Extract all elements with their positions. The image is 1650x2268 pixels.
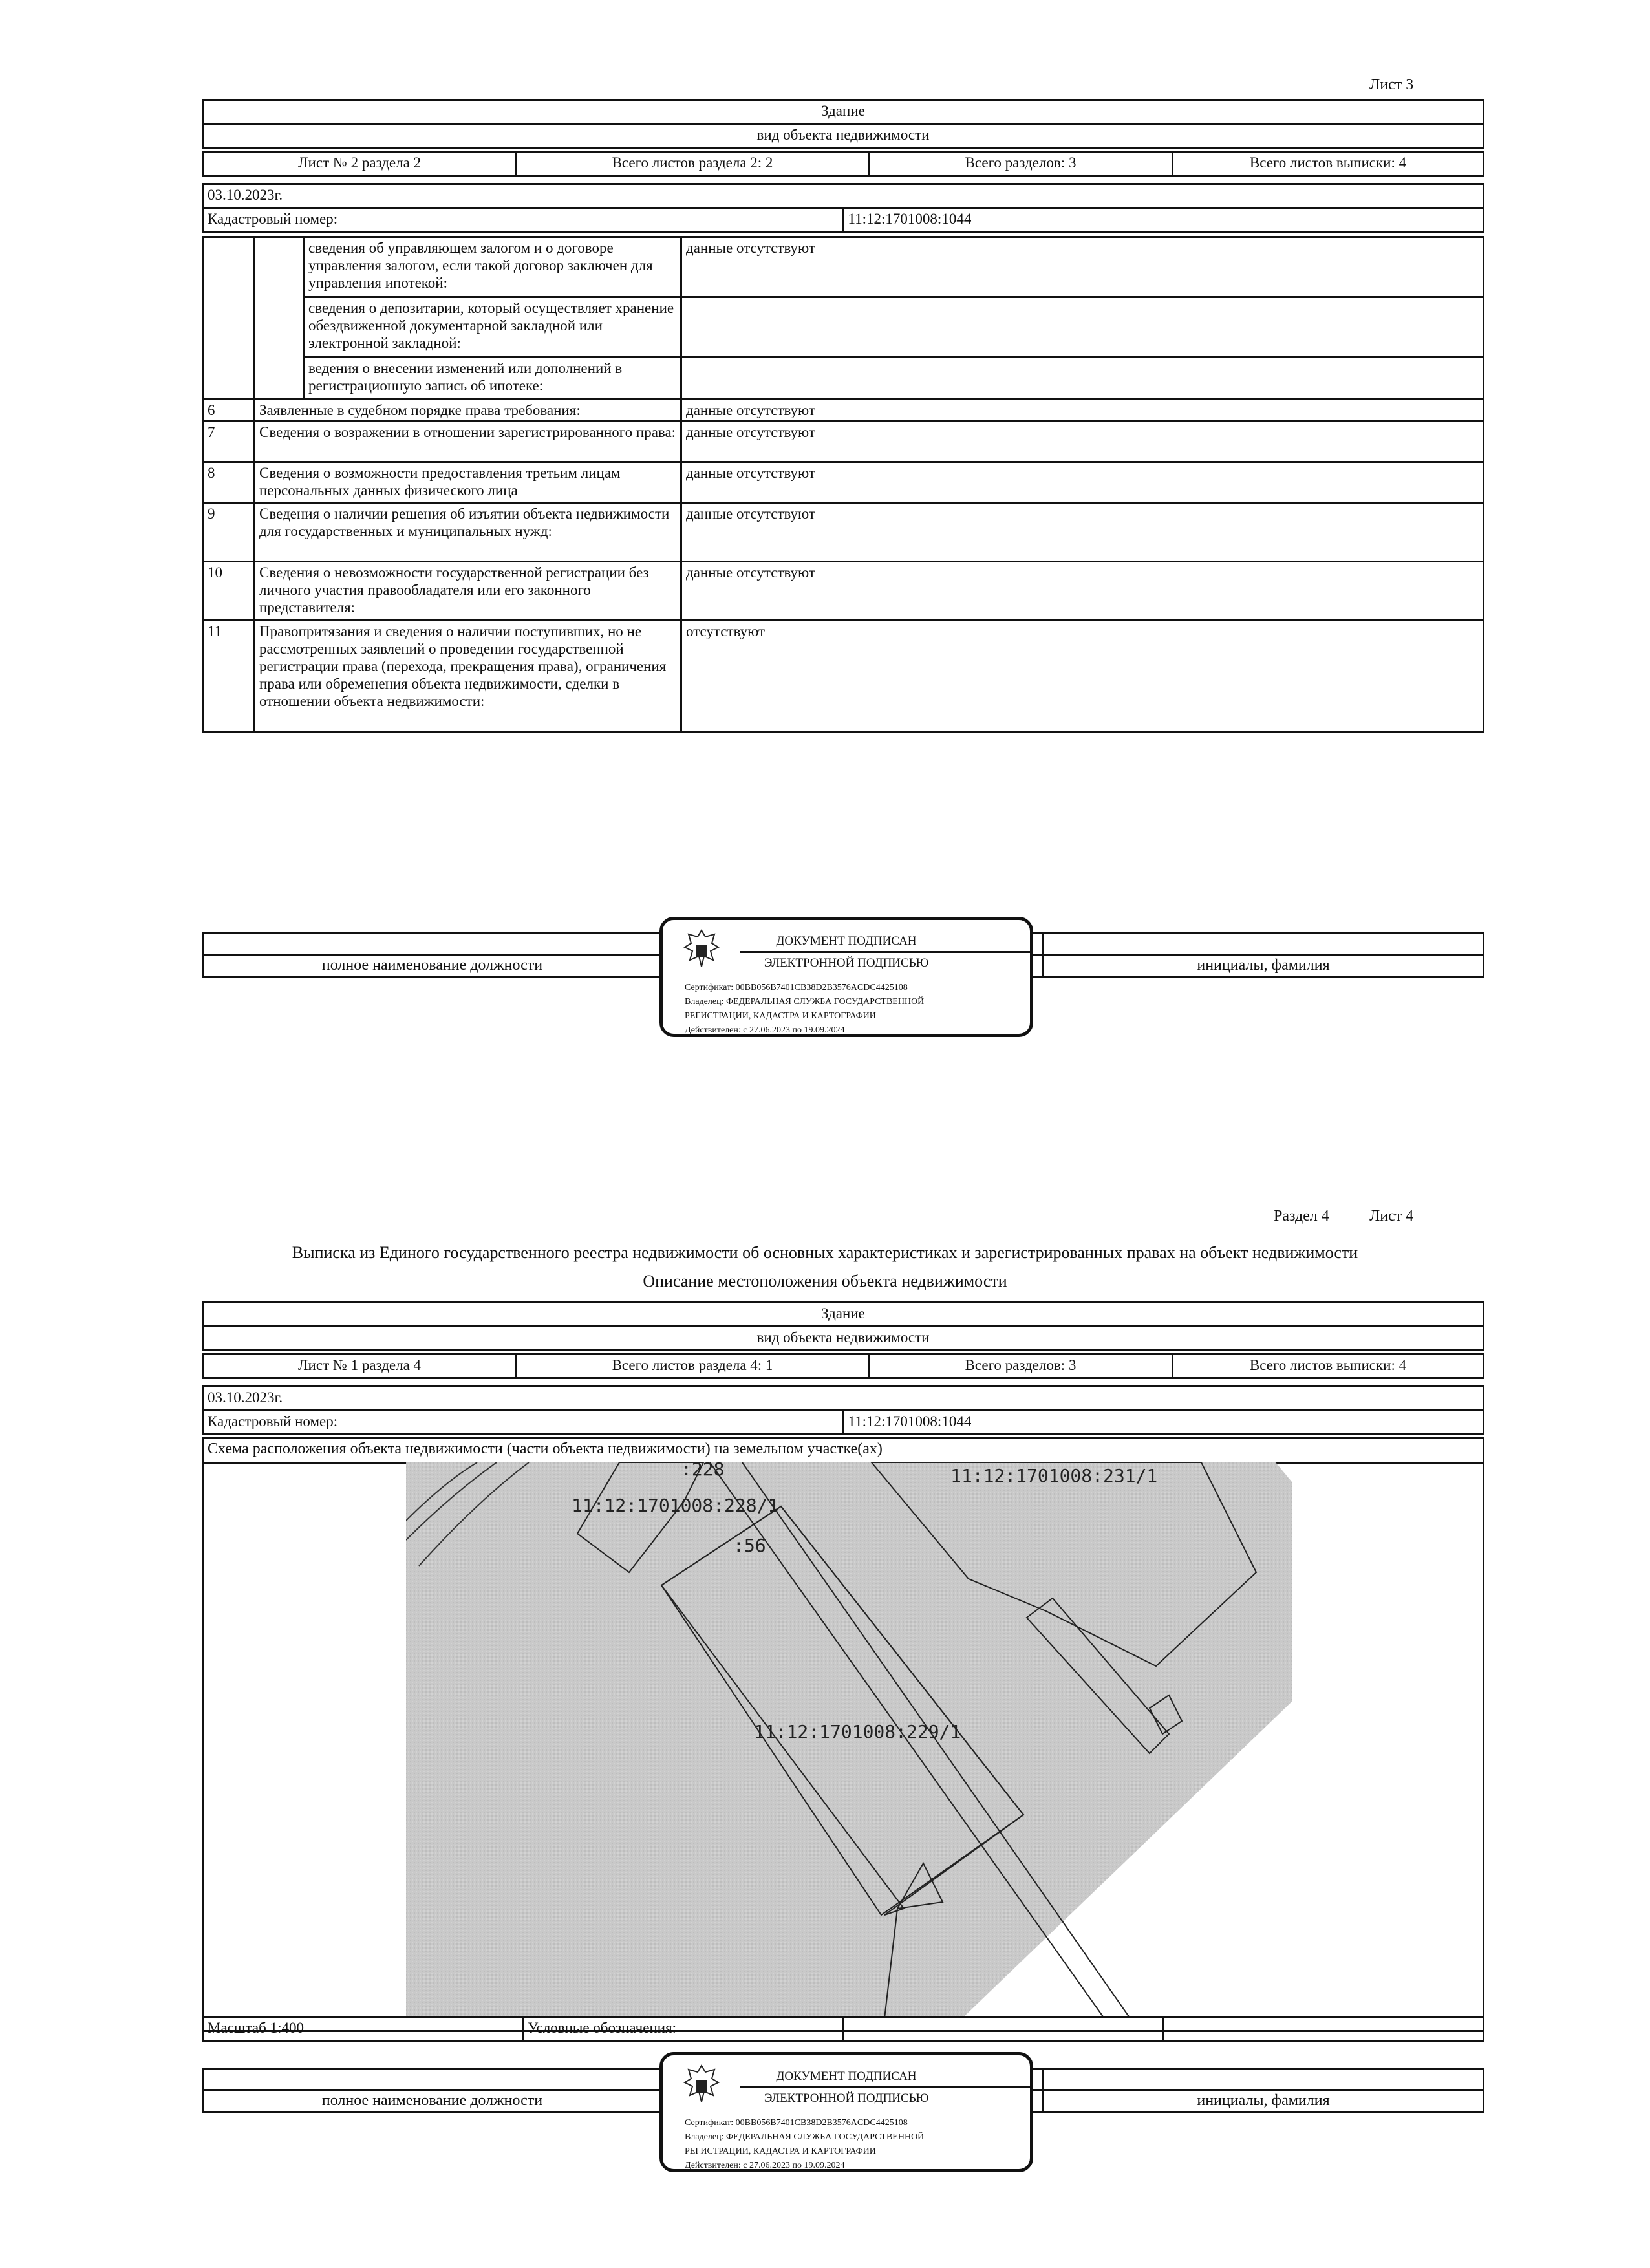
sheet-of-section: Лист № 1 раздела 4 [203,1354,517,1378]
sheet-of-section: Лист № 2 раздела 2 [203,152,517,176]
row-value: отсутствуют [681,621,1484,733]
row-number: 8 [203,462,255,503]
map-label-56: :56 [733,1535,766,1556]
row-label: сведения об управляющем залогом и о договоре управления залогом, если такой договор заключен для управления ипотекой: [304,237,681,297]
map-label-228-1: 11:12:1701008:228/1 [572,1495,779,1516]
section-number: Раздел 4 [1274,1208,1329,1225]
map-label-229-1: 11:12:1701008:229/1 [754,1721,961,1742]
object-type-caption: вид объекта недвижимости [203,124,1484,148]
total-sections: Всего разделов: 3 [869,152,1173,176]
owner-line-1: Владелец: ФЕДЕРАЛЬНАЯ СЛУЖБА ГОСУДАРСТВЕННОЙ [685,997,925,1007]
total-sheets-section: Всего листов раздела 4: 1 [517,1354,869,1378]
map-label-228: :228 [681,1462,725,1480]
row-value: данные отсутствуют [681,562,1484,621]
stamp-title: ДОКУМЕНТ ПОДПИСАН [776,2070,917,2083]
total-sheets-extract: Всего листов выписки: 4 [1173,152,1484,176]
row-value: данные отсутствуют [681,422,1484,462]
row-number: 11 [203,621,255,733]
row-label: Сведения о невозможности государственной регистрации без личного участия правообладателя или его законного представителя: [255,562,681,621]
location-map [406,1462,1292,2018]
owner-line-2: РЕГИСТРАЦИИ, КАДАСТРА И КАРТОГРАФИИ [685,2146,876,2156]
date-cadastral-table [202,1385,1484,1435]
stamp-subtitle: ЭЛЕКТРОННОЙ ПОДПИСЬЮ [764,956,929,970]
position-caption: полное наименование должности [203,2090,662,2112]
owner-line-2: РЕГИСТРАЦИИ, КАДАСТРА И КАРТОГРАФИИ [685,1011,876,1021]
row-label: сведения о депозитарии, который осуществляет хранение обездвиженной документарной закладной или электронной закладной: [304,297,681,358]
row-value: данные отсутствуют [681,237,1484,297]
stamp-subtitle: ЭЛЕКТРОННОЙ ПОДПИСЬЮ [764,2091,929,2105]
row-label: Сведения о возражении в отношении зарегистрированного права: [255,422,681,462]
scheme-caption: Схема расположения объекта недвижимости (части объекта недвижимости) на земельном участке(ах) [208,1440,883,1457]
cadastral-number: 11:12:1701008:1044 [843,208,1484,232]
e-signature-stamp [659,2052,1033,2172]
row-number: 6 [203,400,255,422]
row-number: 9 [203,503,255,562]
object-type-table [202,1301,1484,1351]
name-caption: инициалы, фамилия [1044,955,1484,977]
extract-subtitle: Описание местоположения объекта недвижимости [643,1272,1007,1290]
cadastral-label: Кадастровый номер: [203,1411,844,1435]
owner-line-1: Владелец: ФЕДЕРАЛЬНАЯ СЛУЖБА ГОСУДАРСТВЕННОЙ [685,2132,925,2142]
certificate-number: Сертификат: 00BB056B7401CB38D2B3576ACDC4425108 [685,2118,908,2128]
total-sheets-section: Всего листов раздела 2: 2 [517,152,869,176]
position-caption: полное наименование должности [203,955,662,977]
row-number: 7 [203,422,255,462]
stamp-title: ДОКУМЕНТ ПОДПИСАН [776,934,917,948]
row-label: Сведения о возможности предоставления третьим лицам персональных данных физического лица [255,462,681,503]
sheet-number: Лист 3 [1369,76,1414,93]
cadastral-number: 11:12:1701008:1044 [843,1411,1484,1435]
row-value: данные отсутствуют [681,503,1484,562]
row-value: данные отсутствуют [681,462,1484,503]
sheet-number: Лист 4 [1369,1208,1414,1225]
sheet-meta-table [202,1353,1484,1379]
validity-period: Действителен: с 27.06.2023 по 19.09.2024 [685,2161,845,2170]
extract-date: 03.10.2023г. [203,1387,1484,1411]
extract-title: Выписка из Единого государственного реестра недвижимости об основных характеристиках и зарегистрированных правах на объект недвижимости [292,1243,1358,1262]
object-type-caption: вид объекта недвижимости [203,1327,1484,1351]
validity-period: Действителен: с 27.06.2023 по 19.09.2024 [685,1025,845,1035]
row-label: Правопритязания и сведения о наличии поступивших, но не рассмотренных заявлений о проведении государственной регистрации права (перехода, прекращения права), ограничения права или обременения объекта недвижимости, сделки в отношении объекта недвижимости: [255,621,681,733]
object-type: Здание [203,100,1484,124]
row-value: данные отсутствуют [681,400,1484,422]
scale-legend-table [202,2016,1484,2042]
object-type: Здание [203,1303,1484,1327]
total-sections: Всего разделов: 3 [869,1354,1173,1378]
extract-date: 03.10.2023г. [203,184,1484,208]
name-caption: инициалы, фамилия [1044,2090,1484,2112]
legend-label: Условные обозначения: [523,2017,843,2041]
map-scale: Масштаб 1:400 [203,2017,523,2041]
map-label-231-1: 11:12:1701008:231/1 [950,1465,1158,1486]
total-sheets-extract: Всего листов выписки: 4 [1173,1354,1484,1378]
row-label: Сведения о наличии решения об изъятии объекта недвижимости для государственных и муниципальных нужд: [255,503,681,562]
certificate-number: Сертификат: 00BB056B7401CB38D2B3576ACDC4425108 [685,983,908,992]
row-number: 10 [203,562,255,621]
row-label: Заявленные в судебном порядке права требования: [255,400,681,422]
row-label: ведения о внесении изменений или дополнений в регистрационную запись об ипотеке: [304,358,681,400]
cadastral-label: Кадастровый номер: [203,208,844,232]
stamp-details [685,2116,924,2173]
